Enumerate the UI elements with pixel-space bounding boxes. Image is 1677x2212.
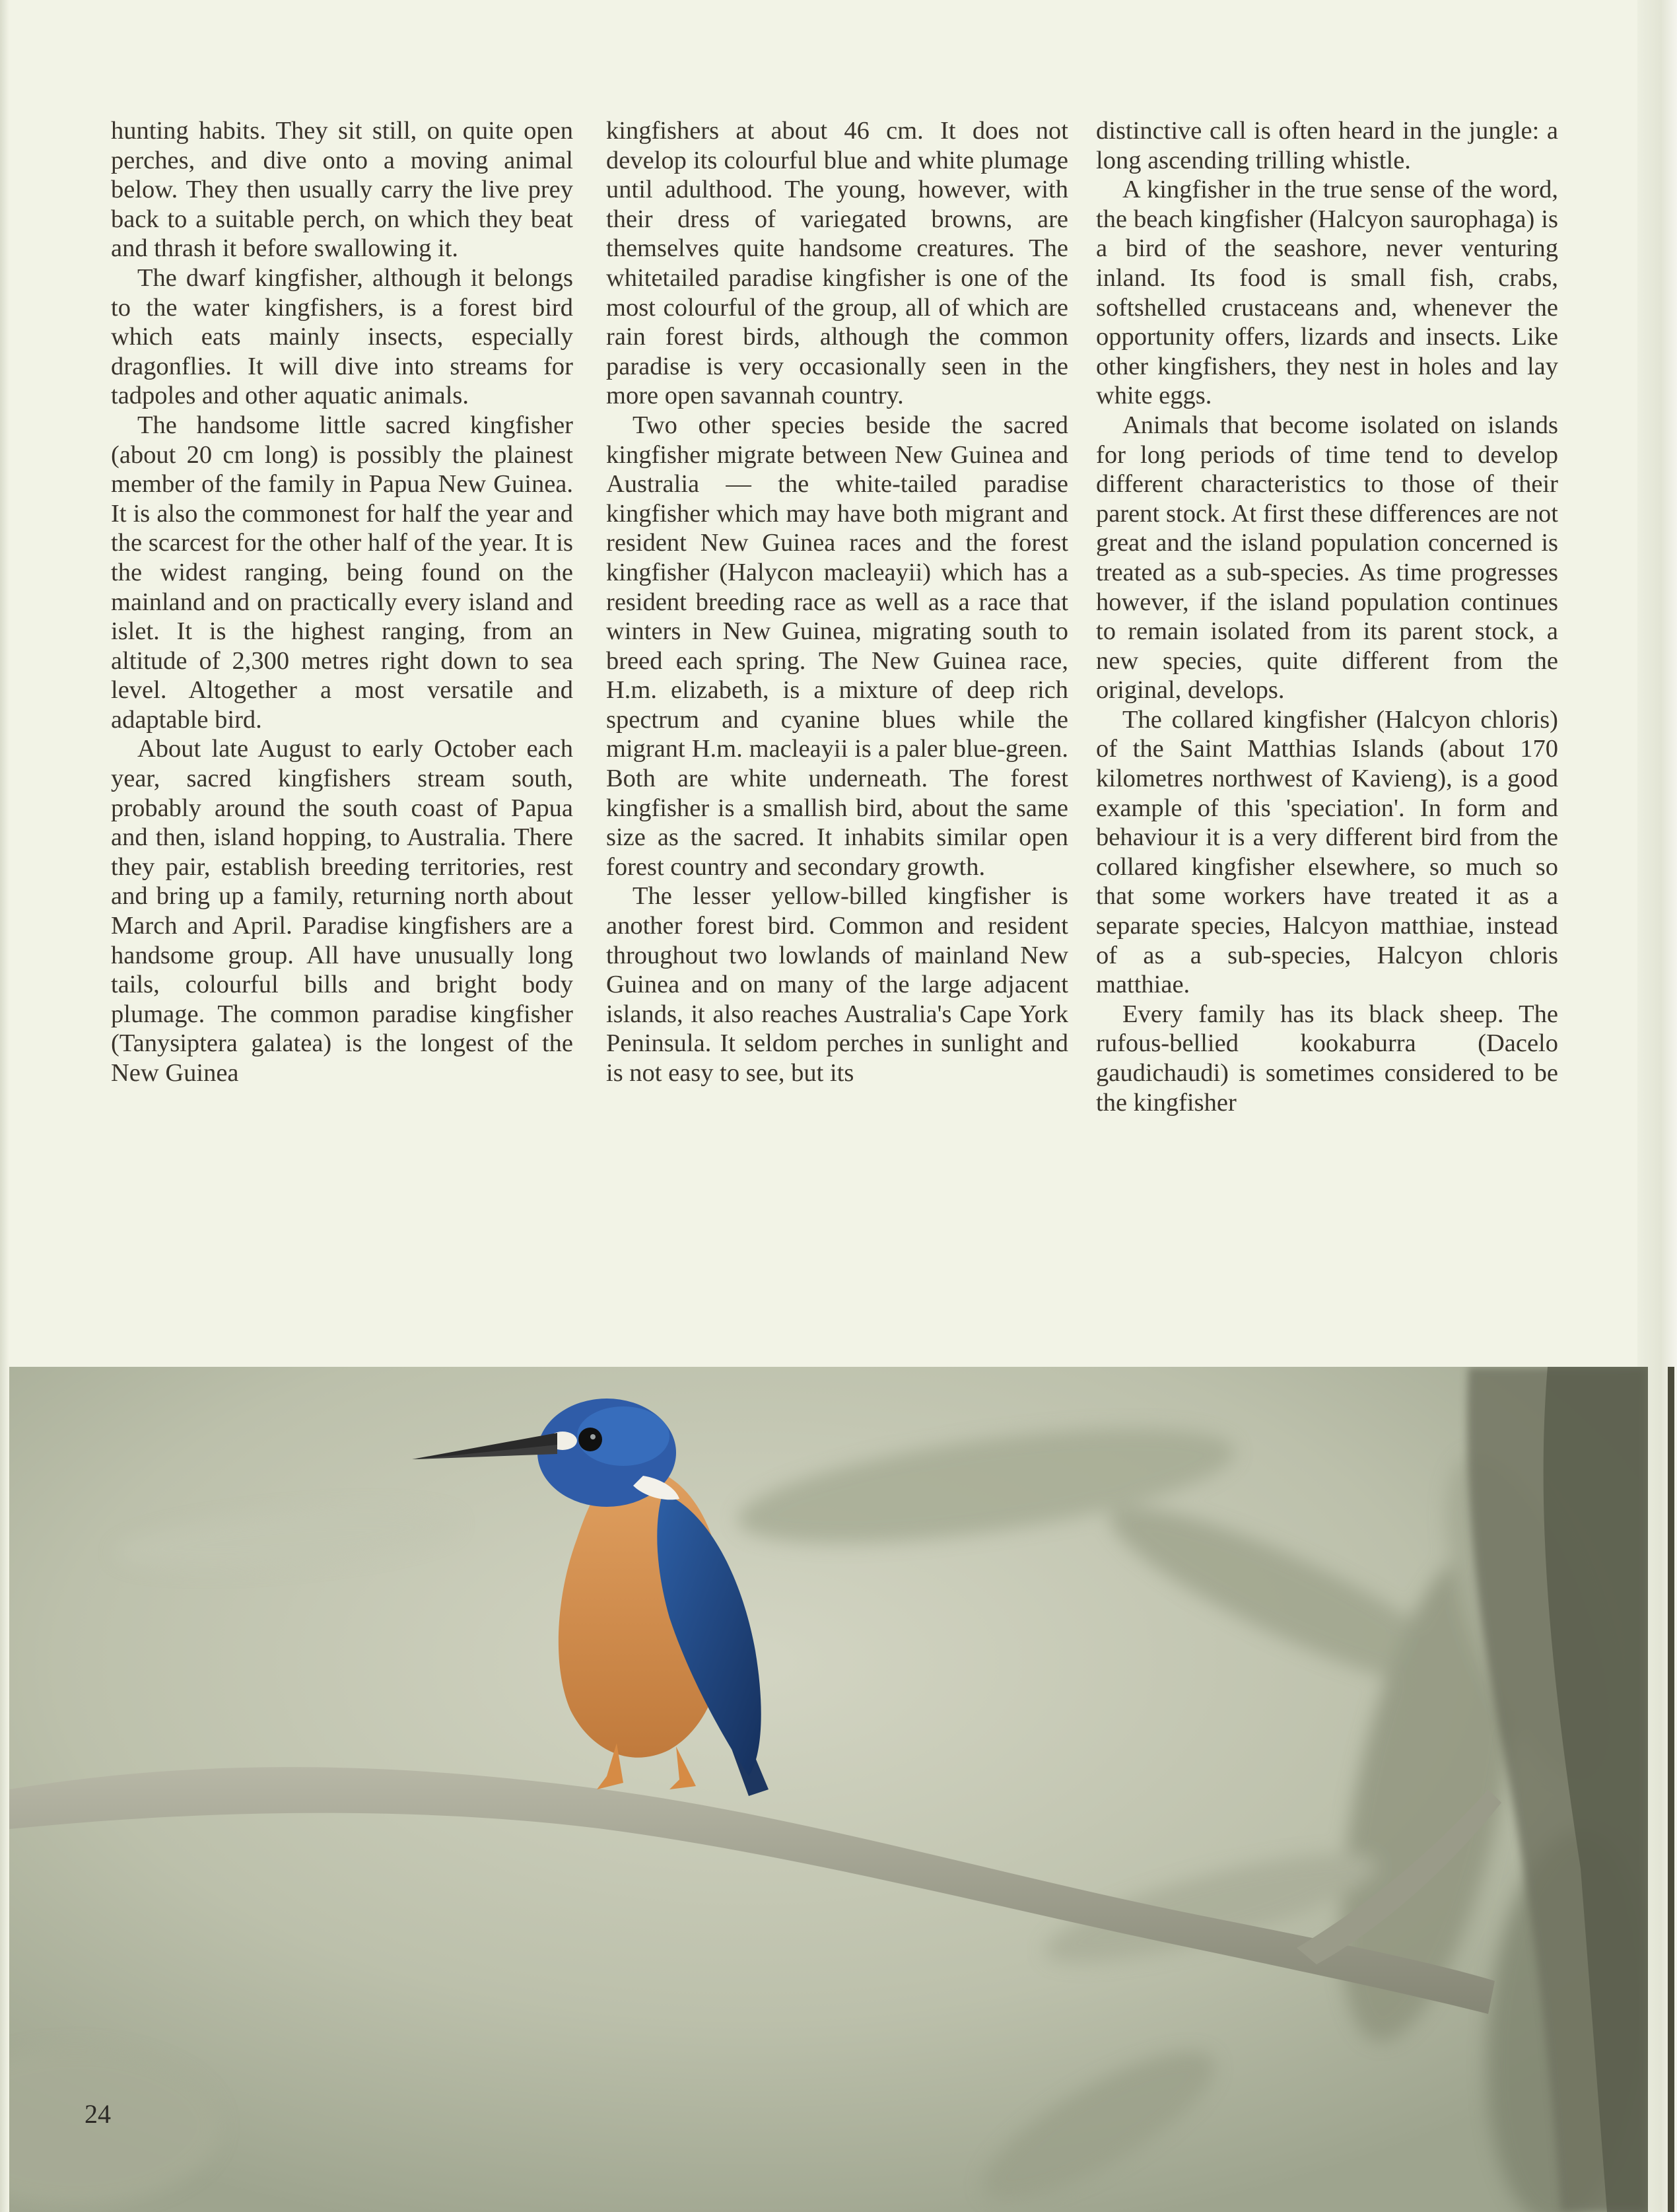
paragraph: Every family has its black sheep. The rufous-bellied kookaburra (Dacelo gaudichaudi) is sometimes considered to be the kingfisher [1096,1000,1558,1117]
paragraph: kingfishers at about 46 cm. It does not develop its colourful blue and white plumage until adulthood. The young, however, with their dress of variegated browns, are themselves quite handsome creatures. The whitetailed paradise kingfisher is one of the most colourful of the group, all of which are rain forest birds, although the common paradise is very occasionally seen in the more open savannah country. [606,117,1068,410]
paragraph: The dwarf kingfisher, although it belongs to the water kingfishers, is a forest bird which eats mainly insects, especially dragonflies. It will dive into streams for tadpoles and other aquatic animals. [111,263,573,410]
text-column-1 [111,116,573,1318]
paragraph: About late August to early October each year, sacred kingfishers stream south, probably around the south coast of Papua and then, island hopping, to Australia. There they pair, establish breeding territories, rest and bring up a family, returning north about March and April. Paradise kingfishers are a handsome group. All have unusually long tails, colourful bills and bright body plumage. The common paradise kingfisher (Tanysiptera galatea) is the longest of the New Guinea [111,735,573,1087]
paragraph: hunting habits. They sit still, on quite open perches, and dive onto a moving animal below. They then usually carry the live prey back to a suitable perch, on which they beat and thrash it before swallowing it. [111,117,573,263]
text-column-2 [606,116,1068,1318]
paragraph: The lesser yellow-billed kingfisher is another forest bird. Common and resident throughout two lowlands of mainland New Guinea and on many of the large adjacent islands, it also reaches Australia's Cape York Peninsula. It seldom perches in sunlight and is not easy to see, but its [606,882,1068,1087]
text-column-3 [1096,116,1558,1318]
paragraph: A kingfisher in the true sense of the word, the beach kingfisher (Halcyon saurophaga) is a bird of the seashore, never venturing inland. Its food is small fish, crabs, softshelled crustaceans and, whenever the opportunity offers, lizards and insects. Like other kingfishers, they nest in holes and lay white eggs. [1096,176,1558,410]
kingfisher-illustration [9,1367,1648,2212]
page-number: 24 [85,2099,111,2129]
paragraph: Animals that become isolated on islands for long periods of time tend to develop different characteristics to those of their parent stock. At first these differences are not great and the island population concerned is treated as a sub-species. As time progresses however, if the island population continues to remain isolated from its parent stock, a new species, quite different from the original, develops. [1096,411,1558,705]
photo-edge [1668,1367,1674,2212]
paragraph: The collared kingfisher (Halcyon chloris) of the Saint Matthias Islands (about 170 kilometres northwest of Kavieng), is a good example of this 'speciation'. In form and behaviour it is a very different bird from the collared kingfisher elsewhere, so much so that some workers have treated it as a separate species, Halcyon matthiae, instead of as a sub-species, Halcyon chloris matthiae. [1096,705,1558,999]
paragraph: distinctive call is often heard in the jungle: a long ascending trilling whistle. [1096,117,1558,174]
paragraph: Two other species beside the sacred kingfisher migrate between New Guinea and Australia — the white-tailed paradise kingfisher which may have both migrant and resident New Guinea races and the forest kingfisher (Halycon macleayii) which has a resident breeding race as well as a race that winters in New Guinea, migrating south to breed each spring. The New Guinea race, H.m. elizabeth, is a mixture of deep rich spectrum and cyanine blues while the migrant H.m. macleayii is a paler blue-green. Both are white underneath. The forest kingfisher is a smallish bird, about the same size as the sacred. It inhabits similar open forest country and secondary growth. [606,411,1068,881]
kingfisher-photo [9,1367,1648,2212]
page-gutter-shadow [0,0,9,2212]
paragraph: The handsome little sacred kingfisher (about 20 cm long) is possibly the plainest member of the family in Papua New Guinea. It is also the commonest for half the year and the scarcest for the other half of the year. It is the widest ranging, being found on the mainland and on practically every island and islet. It is the highest ranging, from an altitude of 2,300 metres right down to sea level. Altogether a most versatile and adaptable bird. [111,411,573,734]
